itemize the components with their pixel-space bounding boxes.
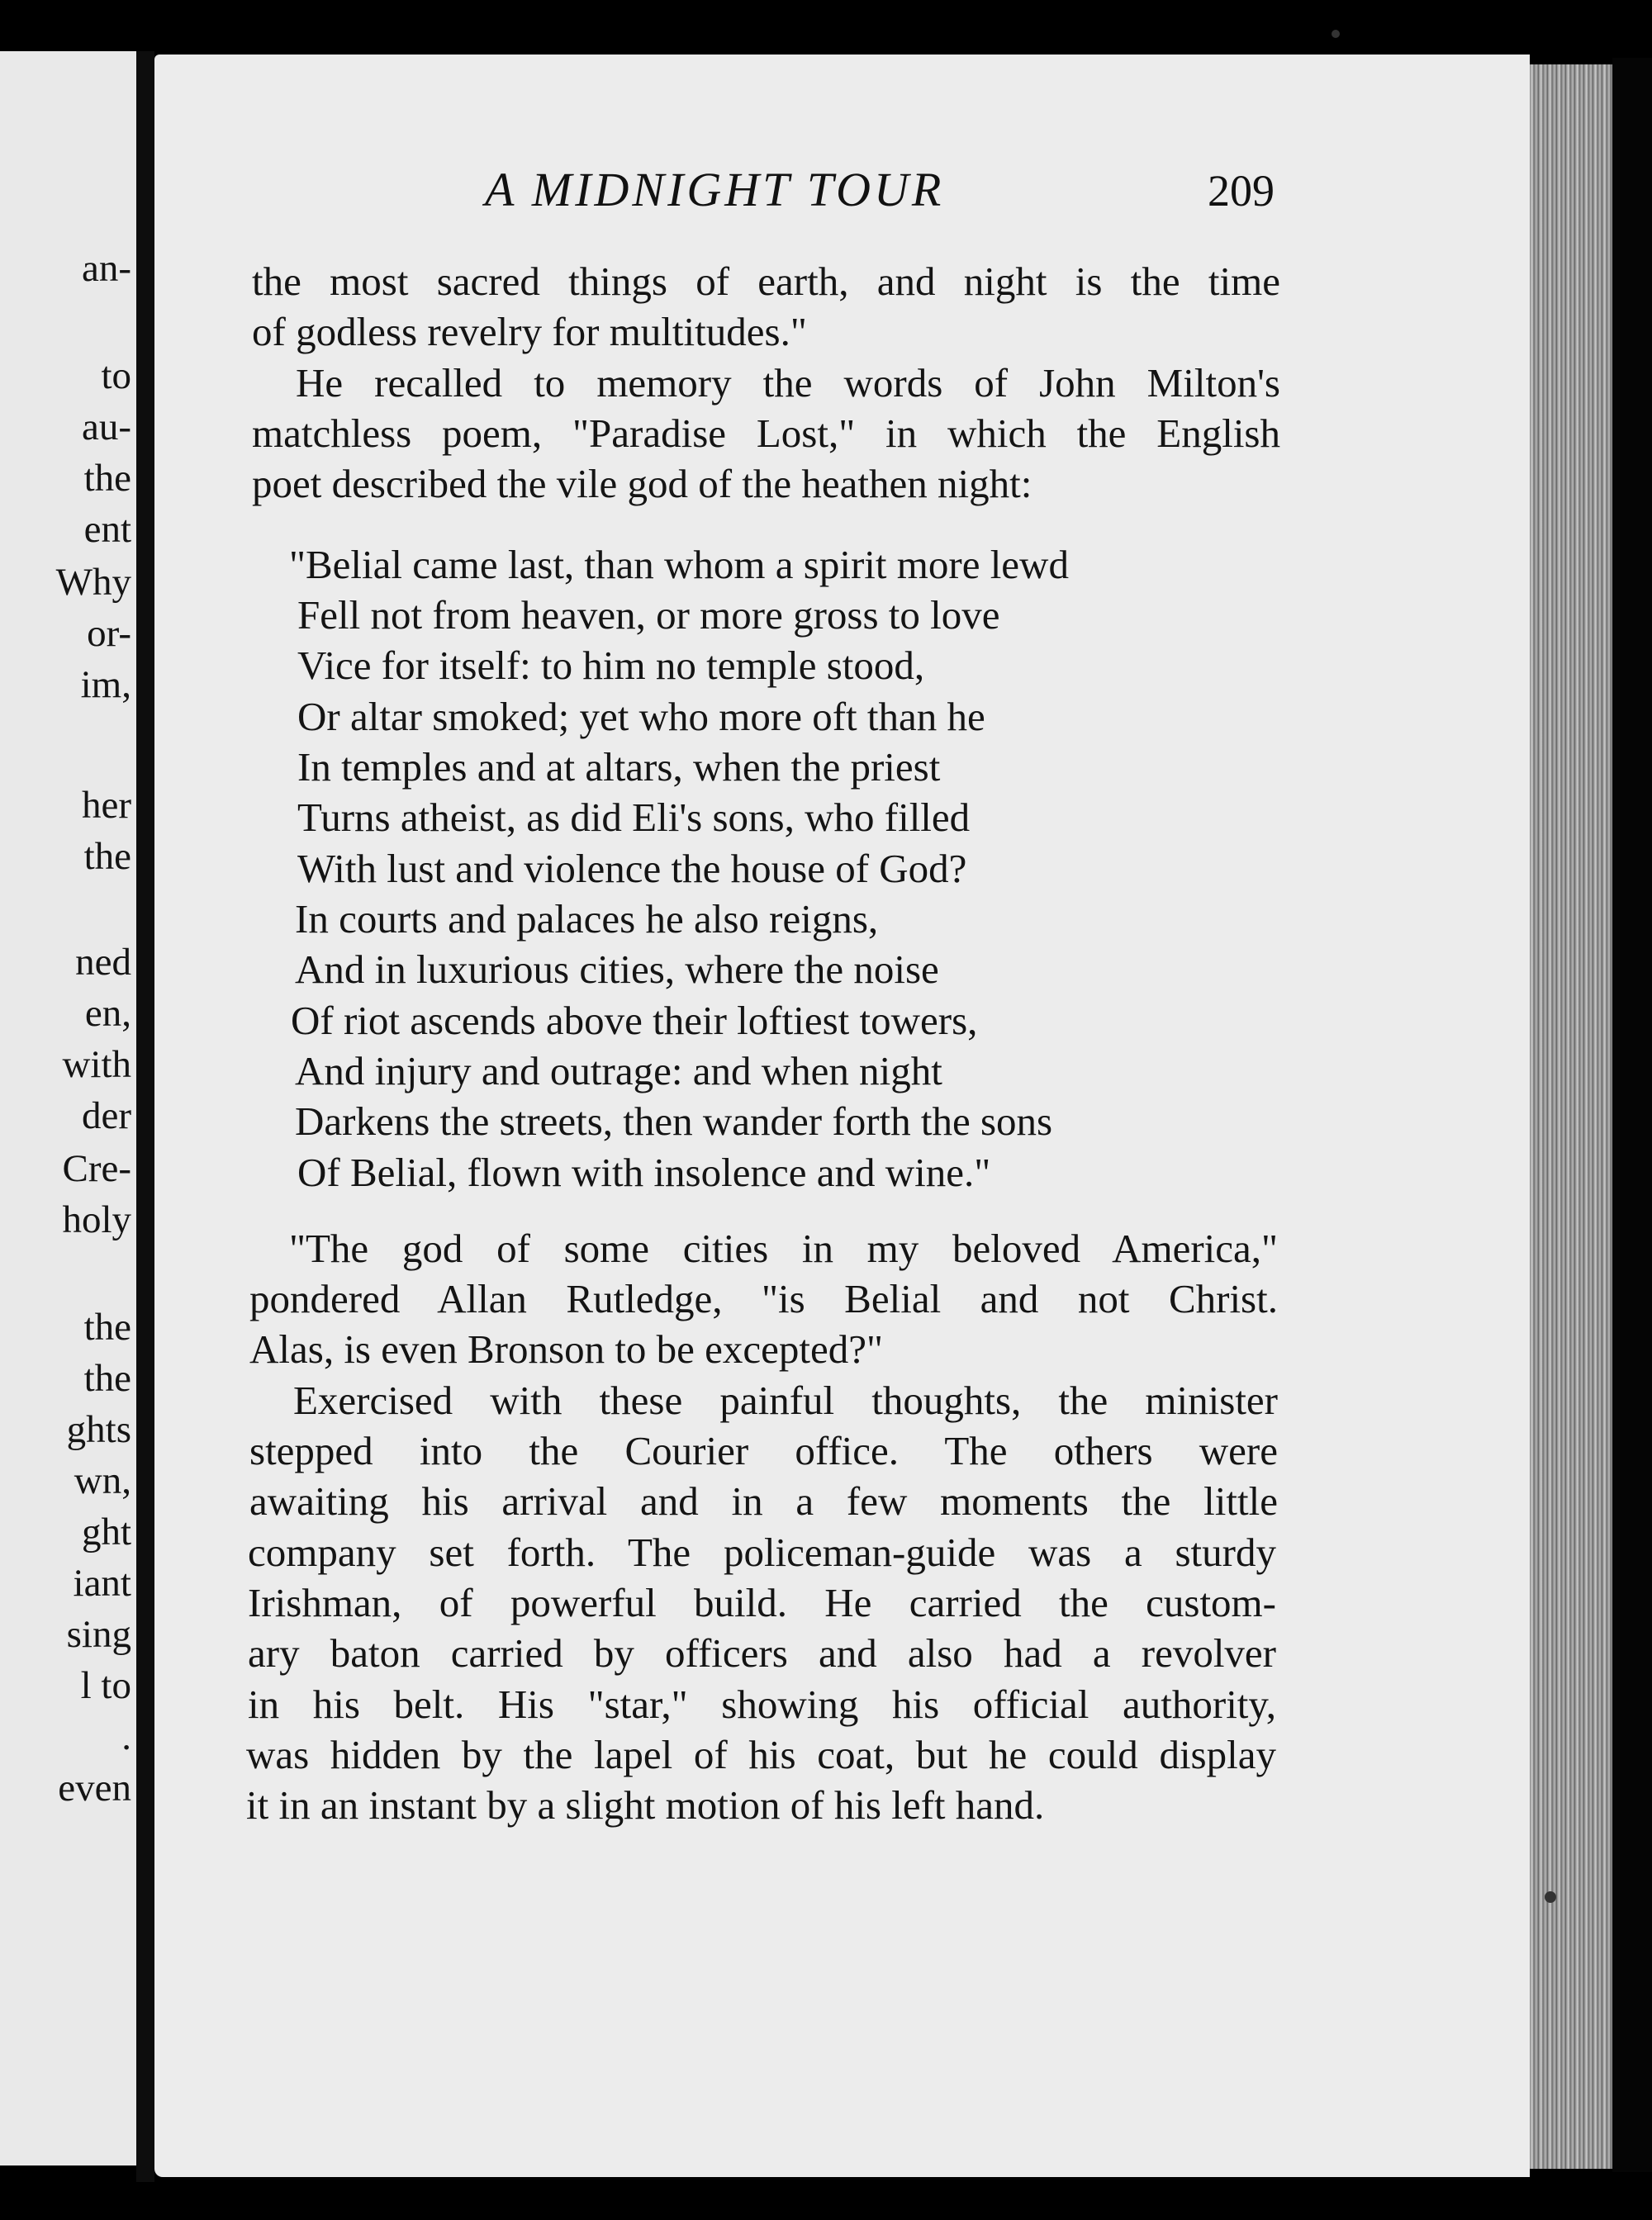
paragraph-line: Irishman, of powerful build. He carried the custom- bbox=[248, 1580, 1276, 1625]
left-page-line: l to bbox=[80, 1664, 131, 1707]
left-page-line: the bbox=[83, 835, 131, 878]
paragraph-line: Exercised with these painful thoughts, the minister bbox=[293, 1378, 1278, 1423]
page-edges bbox=[1530, 64, 1612, 2169]
verse-line: Vice for itself: to him no temple stood, bbox=[297, 643, 925, 688]
previous-page-fragment bbox=[0, 51, 141, 2165]
verse-line: "Belial came last, than whom a spirit more lewd bbox=[289, 542, 1069, 587]
scan-speck bbox=[1545, 1891, 1556, 1903]
verse-line: In temples and at altars, when the priest bbox=[297, 744, 941, 790]
left-page-line: with bbox=[62, 1043, 131, 1086]
left-page-line: holy bbox=[62, 1198, 131, 1241]
paragraph-line: the most sacred things of earth, and night is the time bbox=[252, 259, 1280, 304]
left-page-line: im, bbox=[80, 663, 131, 706]
paragraph-line: "The god of some cities in my beloved America," bbox=[289, 1226, 1278, 1271]
verse-line: Turns atheist, as did Eli's sons, who filled bbox=[297, 795, 971, 840]
paragraph-line: awaiting his arrival and in a few moments the little bbox=[249, 1478, 1278, 1524]
left-page-line: ght bbox=[81, 1511, 131, 1554]
left-page-line: sing bbox=[66, 1613, 131, 1656]
paragraph-line: poet described the vile god of the heathen night: bbox=[252, 461, 1032, 506]
left-page-line: ghts bbox=[66, 1408, 131, 1451]
left-page-line: ent bbox=[83, 508, 131, 551]
page-number: 209 bbox=[1208, 166, 1275, 216]
verse-line: Fell not from heaven, or more gross to love bbox=[297, 592, 1000, 638]
verse-line: Darkens the streets, then wander forth the sons bbox=[295, 1098, 1053, 1144]
left-page-line: to bbox=[101, 354, 131, 397]
paragraph-line: was hidden by the lapel of his coat, but he could display bbox=[246, 1732, 1276, 1777]
left-page-line: an- bbox=[81, 247, 131, 290]
left-page-line: . bbox=[121, 1715, 131, 1758]
paragraph-line: of godless revelry for multitudes." bbox=[252, 309, 807, 354]
left-page-line: the bbox=[83, 457, 131, 500]
left-page-line: wn, bbox=[74, 1459, 131, 1502]
left-page-line: her bbox=[81, 784, 131, 827]
left-page-line: ned bbox=[75, 941, 131, 984]
left-page-line: au- bbox=[81, 406, 131, 448]
left-page-line: or- bbox=[87, 612, 131, 655]
running-head: A MIDNIGHT TOUR bbox=[485, 163, 945, 216]
paragraph-line: pondered Allan Rutledge, "is Belial and not Christ. bbox=[249, 1276, 1278, 1321]
verse-line: Of Belial, flown with insolence and wine." bbox=[297, 1150, 991, 1195]
verse-line: And injury and outrage: and when night bbox=[295, 1048, 942, 1093]
verse-line: In courts and palaces he also reigns, bbox=[295, 896, 879, 942]
left-page-line: the bbox=[83, 1357, 131, 1400]
paragraph-line: stepped into the Courier office. The others were bbox=[249, 1428, 1278, 1473]
verse-line: With lust and violence the house of God? bbox=[297, 846, 967, 891]
paragraph-line: He recalled to memory the words of John Milton's bbox=[296, 360, 1280, 406]
paragraph-line: Alas, is even Bronson to be excepted?" bbox=[249, 1326, 884, 1372]
left-page-line: en, bbox=[84, 992, 131, 1035]
paragraph-line: matchless poem, "Paradise Lost," in which the English bbox=[252, 410, 1280, 456]
book-gutter bbox=[136, 51, 154, 2182]
scan-speck bbox=[1332, 30, 1340, 38]
verse-line: Or altar smoked; yet who more oft than he bbox=[297, 694, 985, 739]
left-page-line: even bbox=[58, 1767, 131, 1810]
verse-line: Of riot ascends above their loftiest towers, bbox=[291, 998, 978, 1043]
left-page-line: iant bbox=[73, 1562, 131, 1605]
scan-border bbox=[1612, 58, 1652, 2172]
paragraph-line: ary baton carried by officers and also had a revolver bbox=[248, 1630, 1276, 1676]
left-page-line: Cre- bbox=[62, 1147, 131, 1190]
paragraph-line: company set forth. The policeman-guide was a sturdy bbox=[248, 1530, 1276, 1575]
left-page-line: the bbox=[83, 1306, 131, 1349]
paragraph-line: in his belt. His "star," showing his official authority, bbox=[248, 1682, 1276, 1727]
paragraph-line: it in an instant by a slight motion of his left hand. bbox=[246, 1782, 1045, 1828]
left-page-line: Why bbox=[55, 561, 131, 604]
verse-line: And in luxurious cities, where the noise bbox=[295, 946, 939, 992]
left-page-line: der bbox=[81, 1094, 131, 1137]
